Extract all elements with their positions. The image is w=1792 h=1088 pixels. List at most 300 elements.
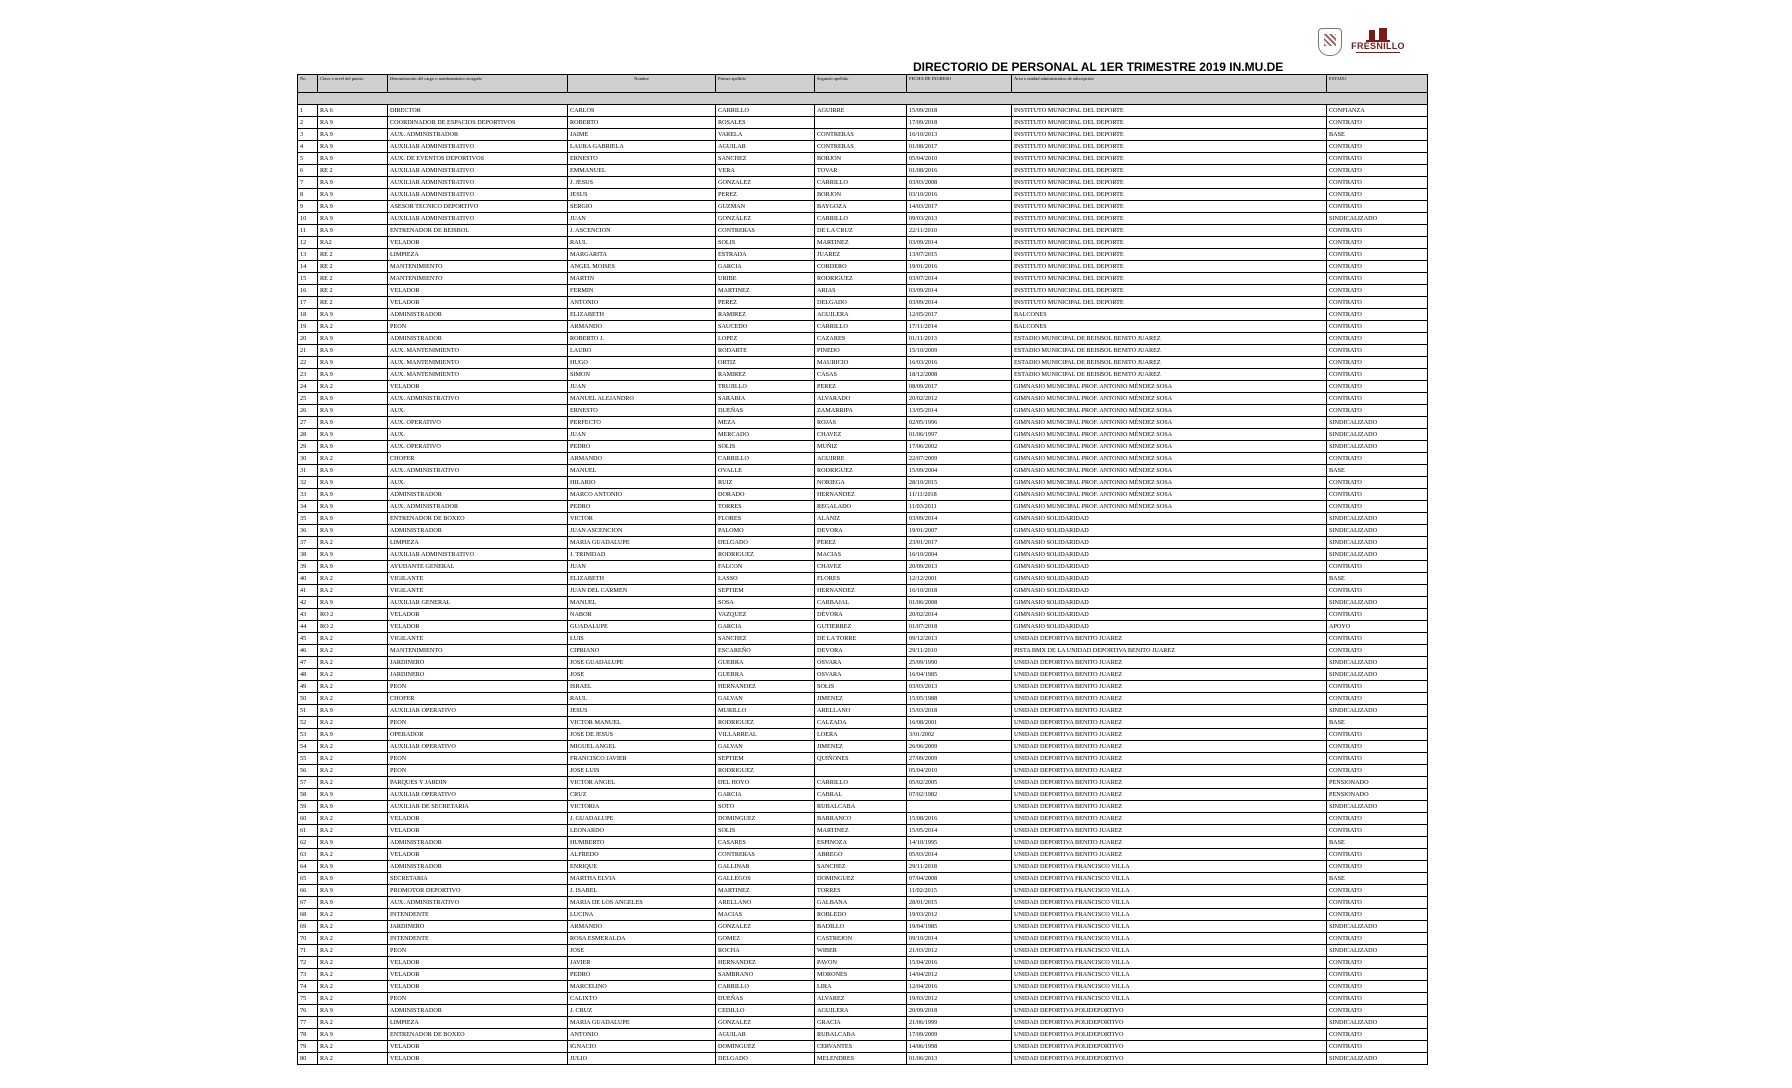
second-surname-cell: CARRILLO [815, 176, 907, 188]
first-name-cell: CRUZ [568, 788, 716, 800]
hire-date-cell: 03/09/2014 [907, 236, 1012, 248]
first-surname-cell: RODRIGUEZ [716, 764, 815, 776]
department-cell: INSTITUTO MUNICIPAL DEL DEPORTE [1012, 248, 1327, 260]
first-name-cell: CIPRIANO [568, 644, 716, 656]
first-name-cell: LAURO [568, 344, 716, 356]
first-name-cell: ANGEL MOISES [568, 260, 716, 272]
table-row [298, 872, 1428, 884]
hire-date-cell: 11/02/2015 [907, 884, 1012, 896]
row-number-cell: 27 [298, 416, 318, 428]
position-code-cell: RA 2 [318, 1040, 388, 1052]
status-cell: SINDICALIZADO [1327, 704, 1428, 716]
position-title-cell: VELADOR [388, 1040, 568, 1052]
position-title-cell: VIGILANTE [388, 632, 568, 644]
second-surname-cell: QUIÑONES [815, 752, 907, 764]
position-code-cell: RA 9 [318, 836, 388, 848]
first-name-cell: MARIA DE LOS ANGELES [568, 896, 716, 908]
row-number-cell: 56 [298, 764, 318, 776]
first-surname-cell: GARCIA [716, 788, 815, 800]
first-surname-cell: GALLEGOS [716, 872, 815, 884]
row-number-cell: 19 [298, 320, 318, 332]
row-number-cell: 12 [298, 236, 318, 248]
hire-date-cell: 01/06/2008 [907, 596, 1012, 608]
status-cell: CONTRATO [1327, 608, 1428, 620]
row-number-cell: 20 [298, 332, 318, 344]
department-cell: ESTADIO MUNICIPAL DE BEISBOL BENITO JUAREZ [1012, 356, 1327, 368]
hire-date-cell: 16/08/2001 [907, 716, 1012, 728]
hire-date-cell: 07/04/2008 [907, 872, 1012, 884]
second-surname-cell: BAYGOZA [815, 200, 907, 212]
position-title-cell: VELADOR [388, 380, 568, 392]
position-title-cell: VELADOR [388, 956, 568, 968]
hire-date-cell: 03/09/2014 [907, 512, 1012, 524]
second-surname-cell: AGUIRRE [815, 452, 907, 464]
second-surname-cell: DEVORA [815, 524, 907, 536]
status-cell: BASE [1327, 464, 1428, 476]
second-surname-cell: MARTINEZ [815, 824, 907, 836]
table-row [298, 644, 1428, 656]
department-cell: UNIDAD DEPORTIVA POLIDEPORTIVO [1012, 1028, 1327, 1040]
hire-date-cell: 01/07/2018 [907, 620, 1012, 632]
position-code-cell: RE 2 [318, 164, 388, 176]
status-cell: SINDICALIZADO [1327, 800, 1428, 812]
first-name-cell: MARGARITA [568, 248, 716, 260]
table-row [298, 512, 1428, 524]
first-surname-cell: DELGADO [716, 1052, 815, 1064]
hire-date-cell: 26/06/2009 [907, 740, 1012, 752]
second-surname-cell: PEREZ [815, 380, 907, 392]
department-cell: UNIDAD DEPORTIVA BENITO JUAREZ [1012, 692, 1327, 704]
department-cell: UNIDAD DEPORTIVA FRANCISCO VILLA [1012, 896, 1327, 908]
row-number-cell: 22 [298, 356, 318, 368]
position-code-cell: RA 9 [318, 356, 388, 368]
department-cell: INSTITUTO MUNICIPAL DEL DEPORTE [1012, 128, 1327, 140]
position-code-cell: RA 6 [318, 104, 388, 116]
department-cell: UNIDAD DEPORTIVA BENITO JUAREZ [1012, 764, 1327, 776]
row-number-cell: 63 [298, 848, 318, 860]
second-surname-cell: CHAVEZ [815, 560, 907, 572]
row-number-cell: 34 [298, 500, 318, 512]
row-number-cell: 30 [298, 452, 318, 464]
position-code-cell: RA 2 [318, 812, 388, 824]
department-cell: UNIDAD DEPORTIVA BENITO JUAREZ [1012, 632, 1327, 644]
position-code-cell: RA 9 [318, 524, 388, 536]
first-name-cell: ROBERTO [568, 116, 716, 128]
position-title-cell: AUXILIAR OPERATIVO [388, 740, 568, 752]
position-code-cell: RA 2 [318, 1052, 388, 1064]
first-surname-cell: MARTINEZ [716, 284, 815, 296]
position-title-cell: ADMINISTRADOR [388, 1004, 568, 1016]
row-number-cell: 66 [298, 884, 318, 896]
second-surname-cell: CONTRERAS [815, 128, 907, 140]
first-surname-cell: PALOMO [716, 524, 815, 536]
position-code-cell: RA 2 [318, 908, 388, 920]
position-title-cell: AUXILIAR ADMINISTRATIVO [388, 548, 568, 560]
position-title-cell: ADMINISTRADOR [388, 860, 568, 872]
first-surname-cell: RUIZ [716, 476, 815, 488]
position-title-cell: AUX. MANTENIMIENTO [388, 344, 568, 356]
status-cell: CONTRATO [1327, 236, 1428, 248]
second-surname-cell: BORJON [815, 152, 907, 164]
second-surname-cell: DE LA TORRE [815, 632, 907, 644]
hire-date-cell: 20/09/2018 [907, 1004, 1012, 1016]
table-row [298, 680, 1428, 692]
department-cell: UNIDAD DEPORTIVA BENITO JUAREZ [1012, 656, 1327, 668]
first-name-cell: MANUEL ALEJANDRO [568, 392, 716, 404]
position-code-cell: RA 9 [318, 476, 388, 488]
second-surname-cell: MAURICIO [815, 356, 907, 368]
first-name-cell: PERFECTO [568, 416, 716, 428]
department-cell: UNIDAD DEPORTIVA FRANCISCO VILLA [1012, 884, 1327, 896]
position-code-cell: RA 2 [318, 632, 388, 644]
row-number-cell: 68 [298, 908, 318, 920]
first-surname-cell: CONTRERAS [716, 224, 815, 236]
department-cell: UNIDAD DEPORTIVA BENITO JUAREZ [1012, 668, 1327, 680]
hire-date-cell: 15/05/2014 [907, 824, 1012, 836]
first-surname-cell: SAMBRANO [716, 968, 815, 980]
column-header: Denominación del cargo o nombramiento otorgado [388, 75, 568, 93]
first-surname-cell: SOLIS [716, 236, 815, 248]
table-row [298, 188, 1428, 200]
department-cell: INSTITUTO MUNICIPAL DEL DEPORTE [1012, 272, 1327, 284]
first-surname-cell: MARTINEZ [716, 884, 815, 896]
position-code-cell: RA 9 [318, 728, 388, 740]
department-cell: UNIDAD DEPORTIVA BENITO JUAREZ [1012, 740, 1327, 752]
first-surname-cell: ROCHA [716, 944, 815, 956]
position-title-cell: ADMINISTRADOR [388, 488, 568, 500]
hire-date-cell: 3/01/2002 [907, 728, 1012, 740]
second-surname-cell: JIMENEZ [815, 692, 907, 704]
hire-date-cell: 22/11/2010 [907, 224, 1012, 236]
second-surname-cell: MUÑIZ [815, 440, 907, 452]
department-cell: GIMNASIO SOLIDARIDAD [1012, 584, 1327, 596]
first-surname-cell: VARELA [716, 128, 815, 140]
position-code-cell: RA 9 [318, 1004, 388, 1016]
row-number-cell: 13 [298, 248, 318, 260]
first-surname-cell: CARRILLO [716, 980, 815, 992]
hire-date-cell: 28/01/2015 [907, 896, 1012, 908]
row-number-cell: 17 [298, 296, 318, 308]
row-number-cell: 8 [298, 188, 318, 200]
status-cell: PENSIONADO [1327, 776, 1428, 788]
first-surname-cell: RAMIREZ [716, 368, 815, 380]
position-title-cell: AYUDANTE GENERAL [388, 560, 568, 572]
first-name-cell: RAUL [568, 236, 716, 248]
department-cell: UNIDAD DEPORTIVA BENITO JUAREZ [1012, 716, 1327, 728]
table-row [298, 320, 1428, 332]
position-code-cell: RA 9 [318, 800, 388, 812]
position-title-cell: PEON [388, 992, 568, 1004]
hire-date-cell: 28/10/2015 [907, 476, 1012, 488]
hire-date-cell: 21/03/2012 [907, 944, 1012, 956]
column-header: ESTADO [1327, 75, 1428, 93]
first-name-cell: PEDRO [568, 968, 716, 980]
first-name-cell: J. JESUS [568, 176, 716, 188]
position-title-cell: AUXILIAR ADMINISTRATIVO [388, 164, 568, 176]
second-surname-cell: HERNANDEZ [815, 488, 907, 500]
row-number-cell: 60 [298, 812, 318, 824]
second-surname-cell: GALBANA [815, 896, 907, 908]
row-number-cell: 5 [298, 152, 318, 164]
row-number-cell: 25 [298, 392, 318, 404]
position-code-cell: RA 9 [318, 188, 388, 200]
table-row [298, 980, 1428, 992]
table-row [298, 836, 1428, 848]
position-code-cell: RA 9 [318, 392, 388, 404]
department-cell: UNIDAD DEPORTIVA BENITO JUAREZ [1012, 704, 1327, 716]
first-surname-cell: SEPTIEM [716, 584, 815, 596]
table-row [298, 956, 1428, 968]
hire-date-cell: 09/10/2014 [907, 932, 1012, 944]
first-name-cell: PEDRO [568, 440, 716, 452]
status-cell: CONTRATO [1327, 200, 1428, 212]
status-cell: SINDICALIZADO [1327, 428, 1428, 440]
first-surname-cell: DORADO [716, 488, 815, 500]
department-cell: INSTITUTO MUNICIPAL DEL DEPORTE [1012, 224, 1327, 236]
first-name-cell: JESUS [568, 188, 716, 200]
position-title-cell: AUX. ADMINISTRADOR [388, 128, 568, 140]
first-name-cell: ISRAEL [568, 680, 716, 692]
department-cell: INSTITUTO MUNICIPAL DEL DEPORTE [1012, 260, 1327, 272]
first-name-cell: HUMBERTO [568, 836, 716, 848]
first-surname-cell: GOMEZ [716, 932, 815, 944]
table-row [298, 848, 1428, 860]
second-surname-cell: RUBALCABA [815, 800, 907, 812]
position-code-cell: RA 2 [318, 692, 388, 704]
hire-date-cell: 03/09/2014 [907, 284, 1012, 296]
department-cell: INSTITUTO MUNICIPAL DEL DEPORTE [1012, 164, 1327, 176]
hire-date-cell: 17/09/2009 [907, 1028, 1012, 1040]
first-surname-cell: DOMINGUEZ [716, 812, 815, 824]
position-title-cell: PROMOTOR DEPORTIVO [388, 884, 568, 896]
status-cell: CONTRATO [1327, 584, 1428, 596]
position-code-cell: RA 2 [318, 992, 388, 1004]
department-cell: GIMNASIO MUNICIPAL PROF. ANTONIO MÉNDEZ SOSA [1012, 380, 1327, 392]
position-title-cell: VELADOR [388, 980, 568, 992]
first-surname-cell: GONZALEZ [716, 1016, 815, 1028]
hire-date-cell: 18/12/2008 [907, 368, 1012, 380]
position-code-cell: RA 9 [318, 428, 388, 440]
position-title-cell: VIGILANTE [388, 572, 568, 584]
second-surname-cell: MARTINEZ [815, 236, 907, 248]
position-title-cell: PEON [388, 752, 568, 764]
position-code-cell: RO 2 [318, 608, 388, 620]
personnel-table [297, 74, 1428, 1065]
status-cell: CONFIANZA [1327, 104, 1428, 116]
table-row [298, 1040, 1428, 1052]
position-title-cell: ASESOR TECNICO DEPORTIVO [388, 200, 568, 212]
row-number-cell: 23 [298, 368, 318, 380]
second-surname-cell: WIBER [815, 944, 907, 956]
status-cell: BASE [1327, 716, 1428, 728]
second-surname-cell: CALZADA [815, 716, 907, 728]
position-code-cell: RE 2 [318, 296, 388, 308]
table-row [298, 392, 1428, 404]
department-cell: INSTITUTO MUNICIPAL DEL DEPORTE [1012, 176, 1327, 188]
status-cell: CONTRATO [1327, 632, 1428, 644]
hire-date-cell: 16/10/2004 [907, 548, 1012, 560]
hire-date-cell: 01/08/2016 [907, 164, 1012, 176]
status-cell: CONTRATO [1327, 752, 1428, 764]
second-surname-cell: CAZARES [815, 332, 907, 344]
hire-date-cell: 14/04/2012 [907, 968, 1012, 980]
building-icon [1366, 28, 1390, 42]
first-surname-cell: VERA [716, 164, 815, 176]
row-number-cell: 59 [298, 800, 318, 812]
department-cell: GIMNASIO SOLIDARIDAD [1012, 560, 1327, 572]
status-cell: CONTRATO [1327, 392, 1428, 404]
row-number-cell: 10 [298, 212, 318, 224]
position-code-cell: RA2 [318, 236, 388, 248]
position-title-cell: OPERADOR [388, 728, 568, 740]
first-name-cell: ELIZABETH [568, 572, 716, 584]
status-cell: CONTRATO [1327, 356, 1428, 368]
position-title-cell: VELADOR [388, 620, 568, 632]
row-number-cell: 29 [298, 440, 318, 452]
row-number-cell: 44 [298, 620, 318, 632]
row-number-cell: 80 [298, 1052, 318, 1064]
hire-date-cell: 01/08/2017 [907, 140, 1012, 152]
fresnillo-logo [1348, 26, 1408, 56]
second-surname-cell: BARRANCO [815, 812, 907, 824]
row-number-cell: 42 [298, 596, 318, 608]
second-surname-cell: CORDERO [815, 260, 907, 272]
row-number-cell: 49 [298, 680, 318, 692]
second-surname-cell: PAVON [815, 956, 907, 968]
row-number-cell: 9 [298, 200, 318, 212]
first-name-cell: FERMIN [568, 284, 716, 296]
row-number-cell: 48 [298, 668, 318, 680]
second-surname-cell: ALANIZ [815, 512, 907, 524]
table-row [298, 716, 1428, 728]
status-cell: BASE [1327, 128, 1428, 140]
table-row [298, 884, 1428, 896]
second-surname-cell: GRACIA [815, 1016, 907, 1028]
position-title-cell: COORDINADOR DE ESPACIOS DEPORTIVOS [388, 116, 568, 128]
hire-date-cell: 14/03/2017 [907, 200, 1012, 212]
table-row [298, 356, 1428, 368]
hire-date-cell: 09/03/2013 [907, 212, 1012, 224]
first-surname-cell: MERCADO [716, 428, 815, 440]
first-name-cell: JESUS [568, 704, 716, 716]
first-name-cell: ANTONIO [568, 1028, 716, 1040]
hire-date-cell: 05/04/2010 [907, 152, 1012, 164]
status-cell: BASE [1327, 836, 1428, 848]
hire-date-cell: 12/05/2017 [907, 308, 1012, 320]
position-title-cell: AUXILIAR DE SECRETARIA [388, 800, 568, 812]
hire-date-cell: 19/01/2007 [907, 524, 1012, 536]
position-code-cell: RA 2 [318, 932, 388, 944]
second-surname-cell: SANCHEZ [815, 860, 907, 872]
department-cell: GIMNASIO SOLIDARIDAD [1012, 572, 1327, 584]
row-number-cell: 16 [298, 284, 318, 296]
department-cell: UNIDAD DEPORTIVA FRANCISCO VILLA [1012, 920, 1327, 932]
row-number-cell: 57 [298, 776, 318, 788]
table-row [298, 428, 1428, 440]
position-title-cell: VELADOR [388, 296, 568, 308]
hire-date-cell [907, 800, 1012, 812]
status-cell: CONTRATO [1327, 164, 1428, 176]
column-header: Segundo apellido [815, 75, 907, 93]
position-code-cell: RA 2 [318, 824, 388, 836]
second-surname-cell: GUTIERREZ [815, 620, 907, 632]
hire-date-cell: 05/03/2014 [907, 848, 1012, 860]
row-number-cell: 45 [298, 632, 318, 644]
row-number-cell: 76 [298, 1004, 318, 1016]
second-surname-cell: RODRIGUEZ [815, 272, 907, 284]
second-surname-cell: CARRILLO [815, 320, 907, 332]
department-cell: ESTADIO MUNICIPAL DE BEISBOL BENITO JUAREZ [1012, 332, 1327, 344]
second-surname-cell: DÉVORA [815, 608, 907, 620]
second-surname-cell: ALVAREZ [815, 992, 907, 1004]
row-number-cell: 55 [298, 752, 318, 764]
first-name-cell: JAVIER [568, 956, 716, 968]
first-name-cell: CALIXTO [568, 992, 716, 1004]
department-cell: UNIDAD DEPORTIVA BENITO JUAREZ [1012, 812, 1327, 824]
first-surname-cell: SOLIS [716, 824, 815, 836]
table-row [298, 1052, 1428, 1064]
department-cell: UNIDAD DEPORTIVA FRANCISCO VILLA [1012, 908, 1327, 920]
table-row [298, 488, 1428, 500]
row-number-cell: 36 [298, 524, 318, 536]
first-name-cell: RAUL [568, 692, 716, 704]
first-name-cell: JUAN [568, 560, 716, 572]
position-code-cell: RA 2 [318, 776, 388, 788]
first-name-cell: LEONARDO [568, 824, 716, 836]
second-surname-cell: AGUILERA [815, 308, 907, 320]
status-cell: PENSIONADO [1327, 788, 1428, 800]
hire-date-cell: 12/04/2016 [907, 980, 1012, 992]
first-name-cell: ARMANDO [568, 452, 716, 464]
table-row [298, 932, 1428, 944]
hire-date-cell: 05/02/2005 [907, 776, 1012, 788]
first-surname-cell: GUZMAN [716, 200, 815, 212]
hire-date-cell: 15/04/2016 [907, 956, 1012, 968]
row-number-cell: 21 [298, 344, 318, 356]
first-name-cell: J. GUADALUPE [568, 812, 716, 824]
position-code-cell: RA 9 [318, 860, 388, 872]
status-cell: CONTRATO [1327, 476, 1428, 488]
department-cell: INSTITUTO MUNICIPAL DEL DEPORTE [1012, 152, 1327, 164]
first-name-cell: MIGUEL ANGEL [568, 740, 716, 752]
first-surname-cell: FALCON [716, 560, 815, 572]
department-cell: GIMNASIO MUNICIPAL PROF. ANTONIO MÉNDEZ SOSA [1012, 476, 1327, 488]
department-cell: GIMNASIO MUNICIPAL PROF. ANTONIO MÉNDEZ SOSA [1012, 452, 1327, 464]
table-row [298, 812, 1428, 824]
position-code-cell: RA 9 [318, 488, 388, 500]
status-cell: CONTRATO [1327, 692, 1428, 704]
department-cell: GIMNASIO MUNICIPAL PROF. ANTONIO MÉNDEZ SOSA [1012, 464, 1327, 476]
position-title-cell: VELADOR [388, 968, 568, 980]
position-code-cell: RE 2 [318, 260, 388, 272]
hire-date-cell: 20/02/2014 [907, 608, 1012, 620]
department-cell: GIMNASIO MUNICIPAL PROF. ANTONIO MÉNDEZ SOSA [1012, 440, 1327, 452]
position-code-cell: RA 2 [318, 452, 388, 464]
position-title-cell: VIGILANTE [388, 584, 568, 596]
row-number-cell: 2 [298, 116, 318, 128]
hire-date-cell: 17/09/2018 [907, 116, 1012, 128]
department-cell: INSTITUTO MUNICIPAL DEL DEPORTE [1012, 200, 1327, 212]
second-surname-cell: ALVARADO [815, 392, 907, 404]
first-surname-cell: CARRILLO [716, 104, 815, 116]
hire-date-cell: 03/03/2013 [907, 680, 1012, 692]
department-cell: UNIDAD DEPORTIVA FRANCISCO VILLA [1012, 956, 1327, 968]
first-surname-cell: SOLIS [716, 440, 815, 452]
table-row [298, 776, 1428, 788]
position-title-cell: CHOFER [388, 692, 568, 704]
first-name-cell: IGNACIO [568, 1040, 716, 1052]
second-surname-cell: ZAMARRIPA [815, 404, 907, 416]
